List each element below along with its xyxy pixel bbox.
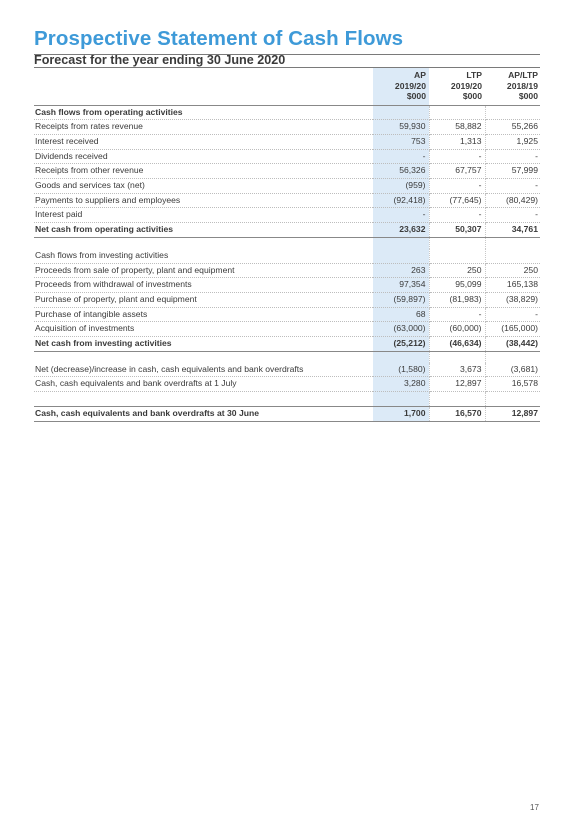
cash-flow-table [34, 68, 540, 422]
table-row: Interest received 753 1,313 1,925 [34, 134, 540, 149]
table-row: Acquisition of investments (63,000) (60,000) (165,000) [34, 322, 540, 337]
column-header-ltp: LTP 2019/20 $000 [450, 70, 482, 101]
page-title: Prospective Statement of Cash Flows [34, 27, 404, 50]
table-row: Net (decrease)/increase in cash, cash equivalents and bank overdrafts (1,580) 3,673 (3,681) [34, 363, 540, 377]
table-row: Cash, cash equivalents and bank overdrafts at 1 July 3,280 12,897 16,578 [34, 377, 540, 392]
page-subtitle: Forecast for the year ending 30 June 2020 [34, 53, 286, 67]
table-row: Dividends received - - - [34, 149, 540, 164]
spacer-row [34, 351, 540, 363]
column-header-ap: AP 2019/20 $000 [394, 70, 426, 101]
table-row: Goods and services tax (net) (959) - - [34, 179, 540, 194]
closing-balance-row: Cash, cash equivalents and bank overdrafts at 30 June 1,700 16,570 12,897 [34, 407, 540, 422]
table-row: Payments to suppliers and employees (92,418) (77,645) (80,429) [34, 193, 540, 208]
table-row: Purchase of property, plant and equipment (59,897) (81,983) (38,829) [34, 292, 540, 307]
total-row-investing: Net cash from investing activities (25,212) (46,634) (38,442) [34, 337, 540, 352]
total-row-operating: Net cash from operating activities 23,632 50,307 34,761 [34, 223, 540, 238]
table-row: Purchase of intangible assets 68 - - [34, 307, 540, 322]
table-row: Proceeds from sale of property, plant and equipment 263 250 250 [34, 263, 540, 278]
section-heading-investing: Cash flows from investing activities [34, 249, 540, 263]
table-row: Receipts from other revenue 56,326 67,757 57,999 [34, 164, 540, 179]
page-number: 17 [530, 803, 539, 812]
column-header-row [34, 68, 540, 105]
table-row: Interest paid - - - [34, 208, 540, 223]
section-heading-operating: Cash flows from operating activities [34, 105, 540, 120]
spacer-row [34, 392, 540, 407]
table-row: Receipts from rates revenue 59,930 58,882 55,266 [34, 120, 540, 135]
title-rule [34, 54, 540, 55]
table-row: Proceeds from withdrawal of investments 97,354 95,099 165,138 [34, 278, 540, 293]
spacer-row [34, 237, 540, 249]
column-header-prior: AP/LTP 2018/19 $000 [506, 70, 538, 101]
